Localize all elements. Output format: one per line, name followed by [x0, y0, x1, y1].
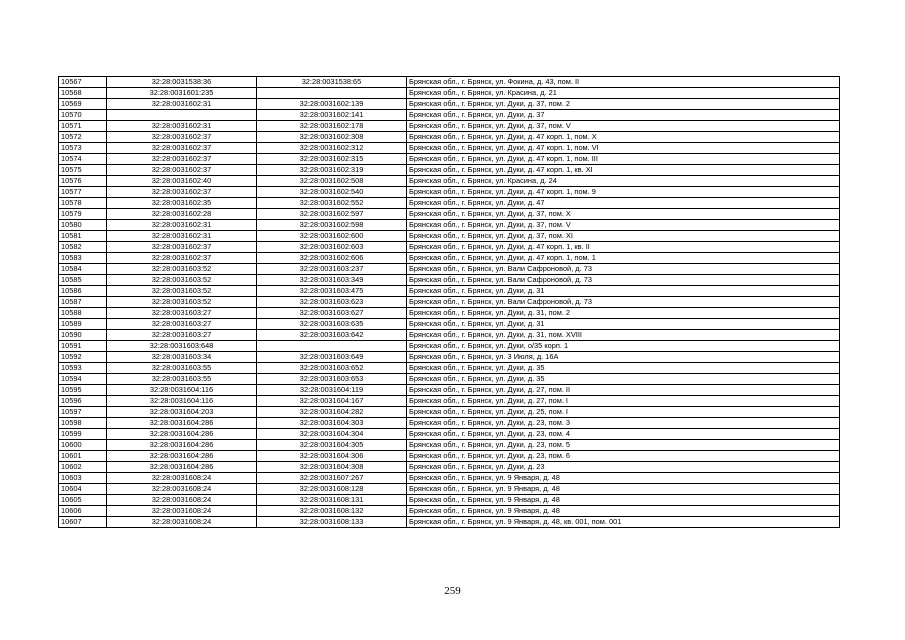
parcel-cadastral-number-cell: 32:28:0031602:37: [107, 242, 257, 253]
object-cadastral-number-cell: 32:28:0031602:315: [257, 154, 407, 165]
table-row: [59, 495, 840, 506]
object-cadastral-number-cell: 32:28:0031602:597: [257, 209, 407, 220]
table-row: [59, 440, 840, 451]
address-cell: Брянская обл., г. Брянск, ул. 9 Января, д. 48: [407, 484, 840, 495]
address-cell: Брянская обл., г. Брянск, ул. 9 Января, д. 48: [407, 473, 840, 484]
address-cell: Брянская обл., г. Брянск, ул. Дуки, д. 37, пом. XI: [407, 231, 840, 242]
object-cadastral-number-cell: 32:28:0031602:600: [257, 231, 407, 242]
address-cell: Брянская обл., г. Брянск, ул. Дуки, д. 35: [407, 363, 840, 374]
table-row: [59, 517, 840, 528]
address-cell: Брянская обл., г. Брянск, ул. Дуки, д. 31: [407, 319, 840, 330]
parcel-cadastral-number-cell: 32:28:0031601:235: [107, 88, 257, 99]
row-number-cell: 10604: [59, 484, 107, 495]
table-row: [59, 451, 840, 462]
address-cell: Брянская обл., г. Брянск, ул. Дуки, д. 35: [407, 374, 840, 385]
object-cadastral-number-cell: 32:28:0031604:305: [257, 440, 407, 451]
object-cadastral-number-cell: 32:28:0031602:552: [257, 198, 407, 209]
row-number-cell: 10575: [59, 165, 107, 176]
address-cell: Брянская обл., г. Брянск, ул. 9 Января, д. 48, кв. 001, пом. 001: [407, 517, 840, 528]
object-cadastral-number-cell: 32:28:0031603:642: [257, 330, 407, 341]
parcel-cadastral-number-cell: 32:28:0031608:24: [107, 484, 257, 495]
row-number-cell: 10606: [59, 506, 107, 517]
row-number-cell: 10599: [59, 429, 107, 440]
row-number-cell: 10573: [59, 143, 107, 154]
address-cell: Брянская обл., г. Брянск, ул. Дуки, д. 31, пом. 2: [407, 308, 840, 319]
row-number-cell: 10588: [59, 308, 107, 319]
table-row: [59, 286, 840, 297]
page-number: 259: [444, 585, 461, 597]
row-number-cell: 10596: [59, 396, 107, 407]
table-row: [59, 110, 840, 121]
row-number-cell: 10590: [59, 330, 107, 341]
table-row: [59, 484, 840, 495]
object-cadastral-number-cell: 32:28:0031603:475: [257, 286, 407, 297]
object-cadastral-number-cell: 32:28:0031603:349: [257, 275, 407, 286]
row-number-cell: 10584: [59, 264, 107, 275]
row-number-cell: 10580: [59, 220, 107, 231]
object-cadastral-number-cell: 32:28:0031604:167: [257, 396, 407, 407]
address-cell: Брянская обл., г. Брянск, ул. Дуки, д. 27, пом. II: [407, 385, 840, 396]
table-row: [59, 352, 840, 363]
object-cadastral-number-cell: 32:28:0031608:131: [257, 495, 407, 506]
parcel-cadastral-number-cell: 32:28:0031604:286: [107, 418, 257, 429]
parcel-cadastral-number-cell: 32:28:0031603:27: [107, 308, 257, 319]
object-cadastral-number-cell: 32:28:0031604:308: [257, 462, 407, 473]
table-row: [59, 99, 840, 110]
object-cadastral-number-cell: 32:28:0031602:178: [257, 121, 407, 132]
parcel-cadastral-number-cell: 32:28:0031604:286: [107, 440, 257, 451]
address-cell: Брянская обл., г. Брянск, ул. 9 Января, д. 48: [407, 495, 840, 506]
object-cadastral-number-cell: 32:28:0031603:635: [257, 319, 407, 330]
object-cadastral-number-cell: 32:28:0031602:141: [257, 110, 407, 121]
table-row: [59, 385, 840, 396]
table-row: [59, 275, 840, 286]
parcel-cadastral-number-cell: 32:28:0031604:286: [107, 451, 257, 462]
object-cadastral-number-cell: 32:28:0031602:308: [257, 132, 407, 143]
table-row: [59, 242, 840, 253]
row-number-cell: 10595: [59, 385, 107, 396]
table-row: [59, 220, 840, 231]
table-row: [59, 330, 840, 341]
table-row: [59, 198, 840, 209]
row-number-cell: 10568: [59, 88, 107, 99]
parcel-cadastral-number-cell: 32:28:0031608:24: [107, 506, 257, 517]
parcel-cadastral-number-cell: 32:28:0031603:55: [107, 363, 257, 374]
parcel-cadastral-number-cell: 32:28:0031603:27: [107, 319, 257, 330]
address-cell: Брянская обл., г. Брянск, ул. Дуки, д. 47 корп. 1, кв. XI: [407, 165, 840, 176]
row-number-cell: 10601: [59, 451, 107, 462]
object-cadastral-number-cell: [257, 88, 407, 99]
object-cadastral-number-cell: 32:28:0031608:132: [257, 506, 407, 517]
object-cadastral-number-cell: 32:28:0031604:304: [257, 429, 407, 440]
address-cell: Брянская обл., г. Брянск, ул. Дуки, д. 23, пом. 4: [407, 429, 840, 440]
address-cell: Брянская обл., г. Брянск, ул. Дуки, д. 37, пом. 2: [407, 99, 840, 110]
parcel-cadastral-number-cell: 32:28:0031602:37: [107, 187, 257, 198]
row-number-cell: 10607: [59, 517, 107, 528]
row-number-cell: 10585: [59, 275, 107, 286]
object-cadastral-number-cell: 32:28:0031538:65: [257, 77, 407, 88]
address-cell: Брянская обл., г. Брянск, ул. Дуки, д. 47: [407, 198, 840, 209]
table-row: [59, 88, 840, 99]
parcel-cadastral-number-cell: 32:28:0031603:27: [107, 330, 257, 341]
table-row: [59, 121, 840, 132]
parcel-cadastral-number-cell: 32:28:0031604:203: [107, 407, 257, 418]
parcel-cadastral-number-cell: 32:28:0031602:40: [107, 176, 257, 187]
parcel-cadastral-number-cell: 32:28:0031602:37: [107, 165, 257, 176]
address-cell: Брянская обл., г. Брянск, ул. Дуки, д. 27, пом. I: [407, 396, 840, 407]
row-number-cell: 10600: [59, 440, 107, 451]
row-number-cell: 10571: [59, 121, 107, 132]
row-number-cell: 10570: [59, 110, 107, 121]
table-row: [59, 341, 840, 352]
table-row: [59, 319, 840, 330]
row-number-cell: 10602: [59, 462, 107, 473]
address-cell: Брянская обл., г. Брянск, ул. Дуки, д. 47 корп. 1, пом. X: [407, 132, 840, 143]
object-cadastral-number-cell: 32:28:0031608:133: [257, 517, 407, 528]
parcel-cadastral-number-cell: 32:28:0031603:52: [107, 297, 257, 308]
address-cell: Брянская обл., г. Брянск, ул. Дуки, д. 47 корп. 1, пом. III: [407, 154, 840, 165]
table-row: [59, 429, 840, 440]
table-row: [59, 418, 840, 429]
address-cell: Брянская обл., г. Брянск, ул. Дуки, д. 37: [407, 110, 840, 121]
row-number-cell: 10567: [59, 77, 107, 88]
object-cadastral-number-cell: 32:28:0031602:312: [257, 143, 407, 154]
parcel-cadastral-number-cell: 32:28:0031608:24: [107, 495, 257, 506]
parcel-cadastral-number-cell: 32:28:0031602:31: [107, 121, 257, 132]
table-row: [59, 176, 840, 187]
parcel-cadastral-number-cell: 32:28:0031608:24: [107, 473, 257, 484]
table-row: [59, 264, 840, 275]
object-cadastral-number-cell: 32:28:0031603:623: [257, 297, 407, 308]
parcel-cadastral-number-cell: 32:28:0031602:35: [107, 198, 257, 209]
row-number-cell: 10578: [59, 198, 107, 209]
table-row: [59, 363, 840, 374]
registry-table-body: [59, 77, 840, 528]
address-cell: Брянская обл., г. Брянск, ул. Дуки, д. 31: [407, 286, 840, 297]
parcel-cadastral-number-cell: 32:28:0031602:31: [107, 220, 257, 231]
parcel-cadastral-number-cell: 32:28:0031603:34: [107, 352, 257, 363]
address-cell: Брянская обл., г. Брянск, ул. 9 Января, д. 48: [407, 506, 840, 517]
table-row: [59, 132, 840, 143]
address-cell: Брянская обл., г. Брянск, ул. Дуки, д. 47 корп. 1, пом. VI: [407, 143, 840, 154]
table-row: [59, 462, 840, 473]
parcel-cadastral-number-cell: 32:28:0031538:36: [107, 77, 257, 88]
address-cell: Брянская обл., г. Брянск, ул. Дуки, д. 37, пом. V: [407, 121, 840, 132]
address-cell: Брянская обл., г. Брянск, ул. Дуки, д. 31, пом. XVIII: [407, 330, 840, 341]
object-cadastral-number-cell: 32:28:0031603:652: [257, 363, 407, 374]
table-row: [59, 374, 840, 385]
table-row: [59, 308, 840, 319]
address-cell: Брянская обл., г. Брянск, ул. Дуки, д. 23, пом. 3: [407, 418, 840, 429]
row-number-cell: 10572: [59, 132, 107, 143]
object-cadastral-number-cell: 32:28:0031604:306: [257, 451, 407, 462]
parcel-cadastral-number-cell: 32:28:0031603:52: [107, 275, 257, 286]
property-registry-table: [58, 76, 840, 528]
parcel-cadastral-number-cell: 32:28:0031603:648: [107, 341, 257, 352]
parcel-cadastral-number-cell: 32:28:0031602:37: [107, 154, 257, 165]
address-cell: Брянская обл., г. Брянск, ул. Фокина, д. 43, пом. II: [407, 77, 840, 88]
table-row: [59, 154, 840, 165]
row-number-cell: 10598: [59, 418, 107, 429]
object-cadastral-number-cell: 32:28:0031602:540: [257, 187, 407, 198]
table-row: [59, 77, 840, 88]
table-row: [59, 253, 840, 264]
row-number-cell: 10589: [59, 319, 107, 330]
address-cell: Брянская обл., г. Брянск, ул. Вали Сафроновой, д. 73: [407, 275, 840, 286]
table-row: [59, 165, 840, 176]
object-cadastral-number-cell: 32:28:0031604:119: [257, 385, 407, 396]
row-number-cell: 10587: [59, 297, 107, 308]
table-row: [59, 473, 840, 484]
table-row: [59, 506, 840, 517]
row-number-cell: 10586: [59, 286, 107, 297]
row-number-cell: 10593: [59, 363, 107, 374]
parcel-cadastral-number-cell: 32:28:0031603:52: [107, 264, 257, 275]
table-row: [59, 187, 840, 198]
address-cell: Брянская обл., г. Брянск, ул. Дуки, д. 37, пом. X: [407, 209, 840, 220]
object-cadastral-number-cell: 32:28:0031603:653: [257, 374, 407, 385]
table-row: [59, 209, 840, 220]
parcel-cadastral-number-cell: 32:28:0031604:286: [107, 462, 257, 473]
parcel-cadastral-number-cell: 32:28:0031602:37: [107, 143, 257, 154]
row-number-cell: 10579: [59, 209, 107, 220]
row-number-cell: 10577: [59, 187, 107, 198]
object-cadastral-number-cell: 32:28:0031604:282: [257, 407, 407, 418]
parcel-cadastral-number-cell: 32:28:0031608:24: [107, 517, 257, 528]
address-cell: Брянская обл., г. Брянск, ул. Дуки, о/35 корп. 1: [407, 341, 840, 352]
table-row: [59, 143, 840, 154]
parcel-cadastral-number-cell: 32:28:0031602:28: [107, 209, 257, 220]
object-cadastral-number-cell: 32:28:0031602:598: [257, 220, 407, 231]
row-number-cell: 10605: [59, 495, 107, 506]
address-cell: Брянская обл., г. Брянск, ул. Красина, д. 21: [407, 88, 840, 99]
address-cell: Брянская обл., г. Брянск, ул. Дуки, д. 47 корп. 1, пом. 9: [407, 187, 840, 198]
parcel-cadastral-number-cell: 32:28:0031604:286: [107, 429, 257, 440]
row-number-cell: 10576: [59, 176, 107, 187]
row-number-cell: 10591: [59, 341, 107, 352]
address-cell: Брянская обл., г. Брянск, ул. Дуки, д. 47 корп. 1, пом. 1: [407, 253, 840, 264]
parcel-cadastral-number-cell: 32:28:0031602:31: [107, 231, 257, 242]
parcel-cadastral-number-cell: 32:28:0031604:116: [107, 385, 257, 396]
address-cell: Брянская обл., г. Брянск, ул. Дуки, д. 37, пом. V: [407, 220, 840, 231]
table-row: [59, 297, 840, 308]
address-cell: Брянская обл., г. Брянск, ул. Дуки, д. 47 корп. 1, кв. II: [407, 242, 840, 253]
object-cadastral-number-cell: 32:28:0031607:267: [257, 473, 407, 484]
object-cadastral-number-cell: 32:28:0031603:649: [257, 352, 407, 363]
object-cadastral-number-cell: 32:28:0031602:319: [257, 165, 407, 176]
object-cadastral-number-cell: 32:28:0031602:508: [257, 176, 407, 187]
parcel-cadastral-number-cell: [107, 110, 257, 121]
address-cell: Брянская обл., г. Брянск, ул. Дуки, д. 23, пом. 6: [407, 451, 840, 462]
address-cell: Брянская обл., г. Брянск, ул. Дуки, д. 23: [407, 462, 840, 473]
parcel-cadastral-number-cell: 32:28:0031602:31: [107, 99, 257, 110]
row-number-cell: 10582: [59, 242, 107, 253]
row-number-cell: 10597: [59, 407, 107, 418]
object-cadastral-number-cell: 32:28:0031602:139: [257, 99, 407, 110]
parcel-cadastral-number-cell: 32:28:0031602:37: [107, 253, 257, 264]
row-number-cell: 10594: [59, 374, 107, 385]
parcel-cadastral-number-cell: 32:28:0031603:52: [107, 286, 257, 297]
table-row: [59, 396, 840, 407]
parcel-cadastral-number-cell: 32:28:0031603:55: [107, 374, 257, 385]
address-cell: Брянская обл., г. Брянск, ул. Вали Сафроновой, д. 73: [407, 264, 840, 275]
table-row: [59, 407, 840, 418]
object-cadastral-number-cell: 32:28:0031603:627: [257, 308, 407, 319]
row-number-cell: 10581: [59, 231, 107, 242]
object-cadastral-number-cell: [257, 341, 407, 352]
address-cell: Брянская обл., г. Брянск, ул. Дуки, д. 25, пом. I: [407, 407, 840, 418]
row-number-cell: 10583: [59, 253, 107, 264]
address-cell: Брянская обл., г. Брянск, ул. Вали Сафроновой, д. 73: [407, 297, 840, 308]
address-cell: Брянская обл., г. Брянск, ул. 3 Июля, д. 16А: [407, 352, 840, 363]
row-number-cell: 10569: [59, 99, 107, 110]
object-cadastral-number-cell: 32:28:0031604:303: [257, 418, 407, 429]
parcel-cadastral-number-cell: 32:28:0031604:116: [107, 396, 257, 407]
row-number-cell: 10574: [59, 154, 107, 165]
address-cell: Брянская обл., г. Брянск, ул. Красина, д. 24: [407, 176, 840, 187]
object-cadastral-number-cell: 32:28:0031602:603: [257, 242, 407, 253]
row-number-cell: 10603: [59, 473, 107, 484]
parcel-cadastral-number-cell: 32:28:0031602:37: [107, 132, 257, 143]
table-row: [59, 231, 840, 242]
object-cadastral-number-cell: 32:28:0031603:237: [257, 264, 407, 275]
address-cell: Брянская обл., г. Брянск, ул. Дуки, д. 23, пом. 5: [407, 440, 840, 451]
object-cadastral-number-cell: 32:28:0031602:606: [257, 253, 407, 264]
object-cadastral-number-cell: 32:28:0031608:128: [257, 484, 407, 495]
row-number-cell: 10592: [59, 352, 107, 363]
